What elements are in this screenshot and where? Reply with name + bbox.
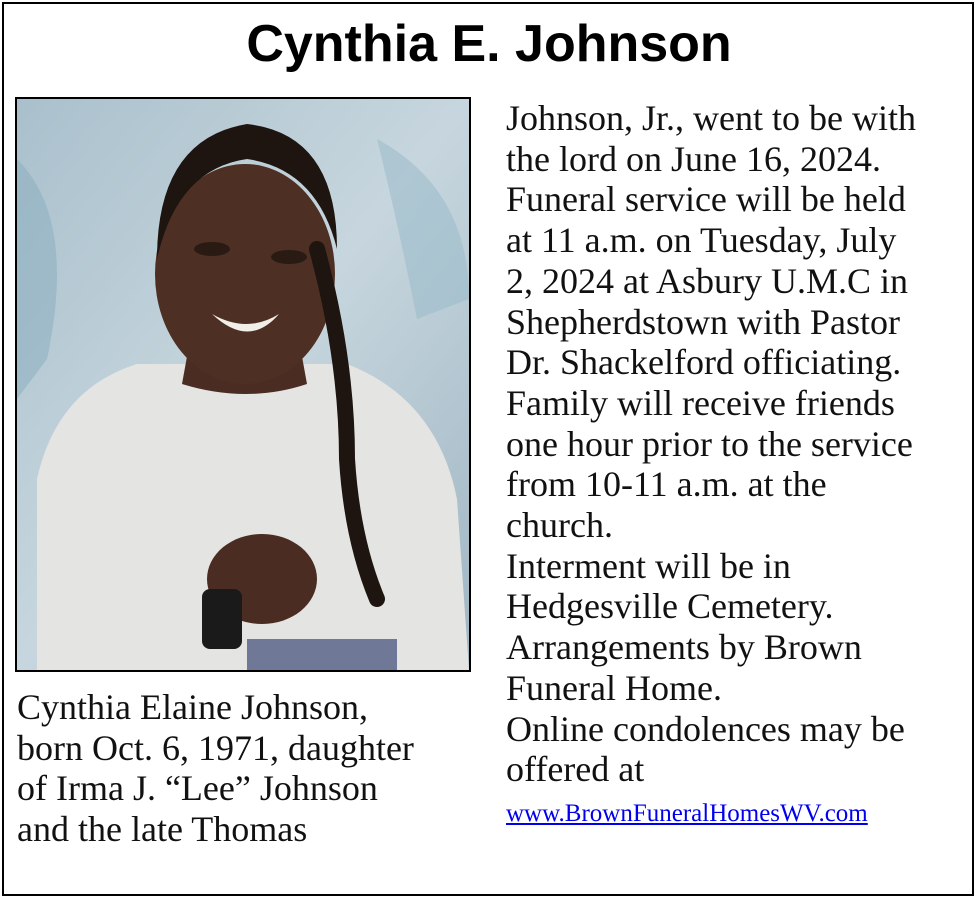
continued-line: one hour prior to the service [506, 423, 913, 464]
continued-line: Family will receive friends [506, 382, 895, 423]
obituary-intro [17, 687, 477, 850]
continued-line: 2, 2024 at Asbury U.M.C in [506, 260, 909, 301]
continued-line: from 10-11 a.m. at the [506, 464, 827, 505]
continued-line: Hedgesville Cemetery. [506, 586, 834, 627]
portrait-photo [15, 97, 471, 672]
continued-line: Funeral service will be held [506, 179, 906, 220]
obituary-continued [506, 98, 971, 832]
intro-line: Cynthia Elaine Johnson, [17, 687, 368, 727]
continued-line: Johnson, Jr., went to be with [506, 98, 916, 138]
funeral-home-website-link[interactable]: www.BrownFuneralHomesWV.com [506, 799, 868, 827]
continued-line: Interment will be in [506, 545, 791, 586]
continued-line: the lord on June 16, 2024. [506, 138, 881, 179]
continued-line: offered at [506, 749, 645, 790]
continued-line: Shepherdstown with Pastor [506, 301, 900, 342]
intro-line: and the late Thomas [17, 809, 308, 850]
continued-line: Online condolences may be [506, 708, 905, 749]
continued-line: Funeral Home. [506, 667, 722, 708]
portrait-illustration [17, 99, 469, 670]
obituary-title: Cynthia E. Johnson [246, 15, 732, 73]
continued-line: Dr. Shackelford officiating. [506, 342, 902, 383]
intro-line: of Irma J. “Lee” Johnson [17, 768, 378, 809]
continued-line: church. [506, 505, 613, 546]
continued-line: at 11 a.m. on Tuesday, July [506, 220, 897, 261]
intro-line: born Oct. 6, 1971, daughter [17, 727, 414, 768]
continued-line: Arrangements by Brown [506, 627, 862, 668]
